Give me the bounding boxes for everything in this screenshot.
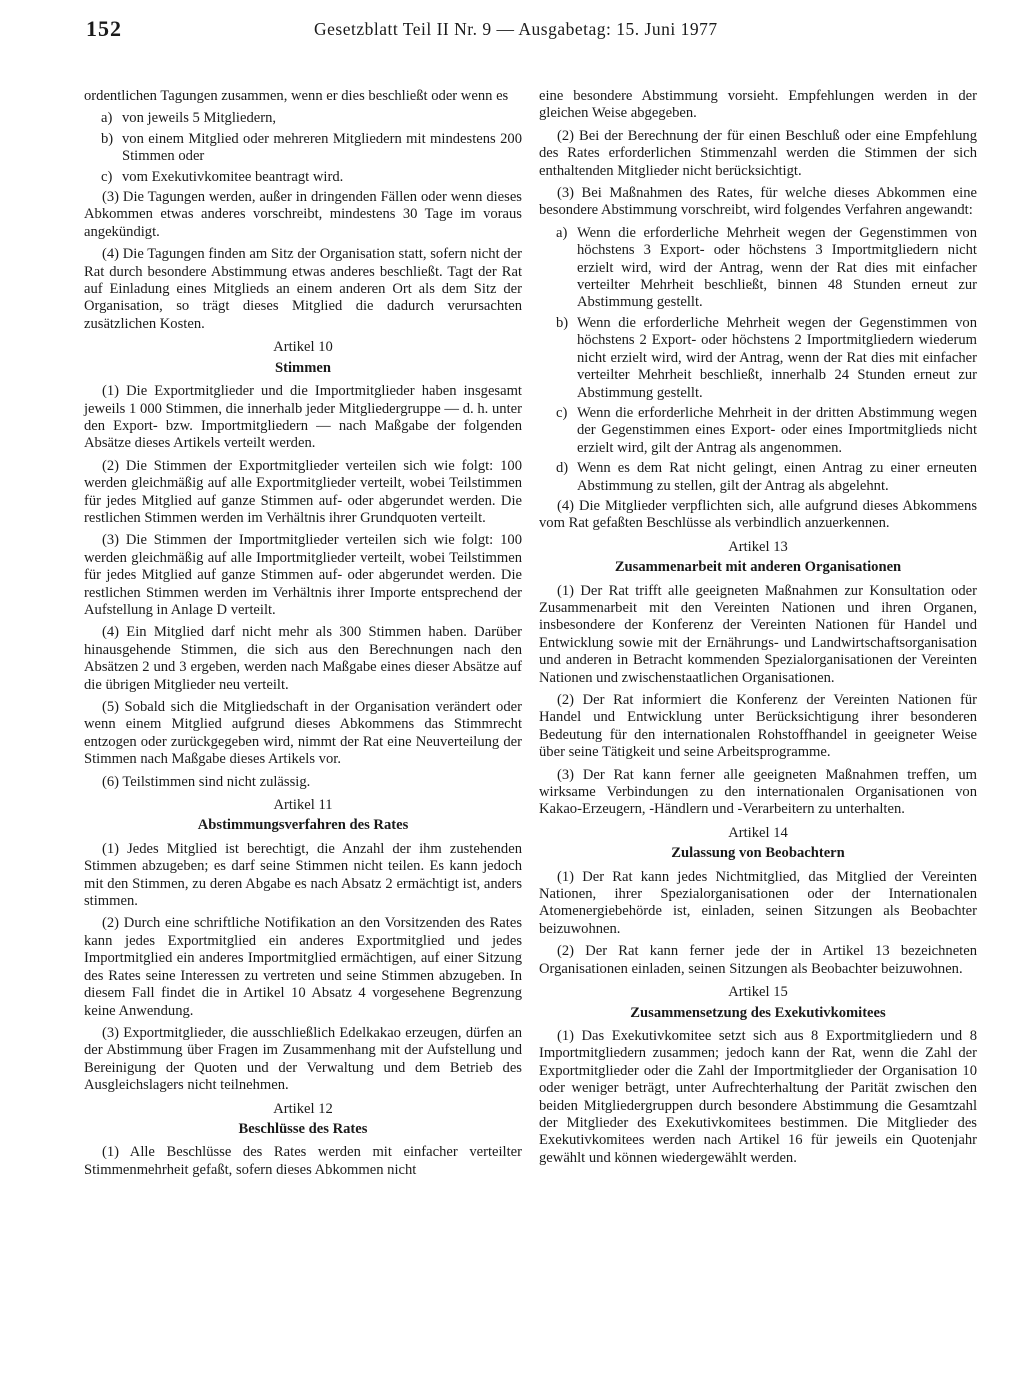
left-column xyxy=(84,88,522,1184)
list-item xyxy=(84,169,522,186)
paragraph: (2) Durch eine schriftliche Notifikation an den Vorsitzenden des Rates kann jedes Exportmitglied ein anderes Exportmitglied und jedes Importmitglied ein anderes Importmitglied ermächtigen, auf einer Sitzung des Rates seine Interessen zu vertreten und seine Stimmen abzugeben. In diesem Fall findet die in Artikel 10 Absatz 4 vorgesehene Begrenzung keine Anwendung. xyxy=(84,915,522,1019)
paragraph: (2) Bei der Berechnung der für einen Beschluß oder eine Empfehlung des Rates erforderlichen Stimmenzahl werden die Stimmen der sich enthaltenden Mitglieder nicht berücksichtigt. xyxy=(539,127,977,179)
list-label: c) xyxy=(556,404,568,421)
article-label: Artikel 10 xyxy=(273,339,333,356)
article-title: Zulassung von Beobachtern xyxy=(671,845,845,862)
list-item xyxy=(539,315,977,402)
list-label: a) xyxy=(556,224,568,241)
paragraph: eine besondere Abstimmung vorsieht. Empfehlungen werden in der gleichen Weise abgegeben. xyxy=(539,88,977,122)
list-text: Wenn die erforderliche Mehrheit wegen der Gegenstimmen von höchstens 3 Export- oder höchstens 3 Importmitgliedern nicht erzielt wird, wird der Antrag, wenn der Rat dies mit einfacher verteilter Mehrheit beschließt, binnen 48 Stunden erneut zur Abstimmung gestellt. xyxy=(577,224,977,311)
article-title: Zusammensetzung des Exekutivkomitees xyxy=(630,1004,886,1021)
list-label: d) xyxy=(556,460,569,477)
list-text: von einem Mitglied oder mehreren Mitgliedern mit mindestens 200 Stimmen oder xyxy=(122,130,522,165)
paragraph: (3) Die Stimmen der Importmitglieder verteilen sich wie folgt: 100 werden gleichmäßig auf alle Importmitglieder verteilt, wobei Teilstimmen für jedes Mitglied auf ganze Stimmen auf- oder abgerundet werden. Die restlichen Stimmen werden im Verhältnis ihrer Importe entsprechend der Aufstellung in Anlage D verteilt. xyxy=(84,532,522,618)
list-label: a) xyxy=(101,110,113,127)
list-item xyxy=(539,460,977,495)
paragraph: (1) Die Exportmitglieder und die Importmitglieder haben insgesamt jeweils 1 000 Stimmen, die innerhalb jeder Mitgliedergruppe — d. h. unter den Export- bzw. Importmitgliedern — nach Maßgabe der folgenden Absätze dieses Artikels verteilt werden. xyxy=(84,383,522,452)
paragraph: (6) Teilstimmen sind nicht zulässig. xyxy=(102,773,311,790)
list-text: Wenn die erforderliche Mehrheit in der dritten Abstimmung wegen der Gegenstimmen eines Export- oder eines Importmitglieds nicht erzielt wird, gilt der Antrag als angenommen. xyxy=(577,404,977,456)
article-title: Stimmen xyxy=(275,359,331,376)
list-text: Wenn die erforderliche Mehrheit wegen der Gegenstimmen von höchstens 2 Export- oder höchstens 2 Importmitgliedern wiederum nicht erzielt wird, wird der Antrag, wenn der Rat dies mit einfacher verteilter Mehrheit beschließt, innerhalb 24 Stunden erneut zur Abstimmung gestellt. xyxy=(577,314,977,401)
list-item xyxy=(84,110,522,127)
list-label: b) xyxy=(556,314,569,331)
running-title: Gesetzblatt Teil II Nr. 9 — Ausgabetag: 15. Juni 1977 xyxy=(314,19,718,39)
paragraph: (1) Der Rat trifft alle geeigneten Maßnahmen zur Konsultation oder Zusammenarbeit mit den Vereinten Nationen und ihren Organen, insbesondere der Konferenz der Vereinten Nationen für Handel und Entwicklung sowie mit der Ernährungs- und Landwirtschaftsorganisation und anderen in Betracht kommenden Spezialorganisationen der Vereinten Nationen und zwischenstaatlichen Organisationen. xyxy=(539,582,977,686)
paragraph: (1) Alle Beschlüsse des Rates werden mit einfacher verteilter Stimmenmehrheit gefaßt, sofern dieses Abkommen nicht xyxy=(84,1144,522,1178)
paragraph: (3) Der Rat kann ferner alle geeigneten Maßnahmen treffen, um wirksame Verbindungen zu den internationalen Organisationen von Kakao-Erzeugern, -Händlern und -Verarbeitern zu unterhalten. xyxy=(539,766,977,818)
paragraph: (3) Exportmitglieder, die ausschließlich Edelkakao erzeugen, dürfen an der Abstimmung über Fragen im Zusammenhang mit der Aufstellung und Bereinigung der Quoten und der Verwaltung und dem Betrieb des Ausgleichslagers nicht teilnehmen. xyxy=(84,1024,522,1094)
paragraph: (3) Bei Maßnahmen des Rates, für welche dieses Abkommen eine besondere Abstimmung vorschreibt, wird folgendes Verfahren angewandt: xyxy=(539,185,977,219)
article-title: Beschlüsse des Rates xyxy=(238,1120,368,1137)
list-label: c) xyxy=(101,168,113,185)
article-label: Artikel 15 xyxy=(728,984,788,1001)
list-text: vom Exekutivkomitee beantragt wird. xyxy=(122,168,344,185)
list-label: b) xyxy=(101,130,114,147)
list-item xyxy=(539,405,977,457)
page-number: 152 xyxy=(86,16,122,41)
paragraph: ordentlichen Tagungen zusammen, wenn er dies beschließt oder wenn es xyxy=(84,88,509,104)
list-item xyxy=(539,225,977,312)
article-label: Artikel 13 xyxy=(728,538,788,555)
list-text: Wenn es dem Rat nicht gelingt, einen Antrag zu einer erneuten Abstimmung zu stellen, gilt der Antrag als abgelehnt. xyxy=(577,460,977,494)
paragraph: (4) Die Mitglieder verpflichten sich, alle aufgrund dieses Abkommens vom Rat gefaßten Beschlüsse als verbindlich anzuerkennen. xyxy=(539,497,977,532)
article-title: Zusammenarbeit mit anderen Organisationen xyxy=(614,559,902,576)
page-header xyxy=(86,16,986,56)
list-text: von jeweils 5 Mitgliedern, xyxy=(122,110,277,127)
paragraph: (1) Das Exekutivkomitee setzt sich aus 8 Exportmitgliedern und 8 Importmitgliedern zusammen; jedoch kann der Rat, wenn die Zahl der Exportmitglieder oder die Zahl der Importmitglieder der Organisation 10 oder weniger beträgt, unter Aufrechterhaltung der Parität zwischen den beiden Mitgliedergruppen durch besondere Abstimmung die Gesamtzahl der Mitglieder des Exekutivkomitees bestimmen. Die Mitglieder des Exekutivkomitees werden nach Artikel 16 für jeweils ein Quotenjahr gewählt und können wiedergewählt werden. xyxy=(539,1027,977,1166)
article-title: Abstimmungsverfahren des Rates xyxy=(197,817,409,834)
paragraph: (3) Die Tagungen werden, außer in dringenden Fällen oder wenn dieses Abkommen etwas anderes vorschreibt, mindestens 30 Tage im voraus angekündigt. xyxy=(84,189,522,240)
paragraph: (2) Der Rat kann ferner jede der in Artikel 13 bezeichneten Organisationen einladen, seinen Sitzungen als Beobachter beizuwohnen. xyxy=(539,943,977,977)
paragraph: (1) Jedes Mitglied ist berechtigt, die Anzahl der ihm zustehenden Stimmen abzugeben; es darf seine Stimmen nicht teilen. Es kann jedoch mit den Stimmen, zu deren Abgabe es nach Absatz 2 ermächtigt ist, anders stimmen. xyxy=(84,840,522,910)
article-label: Artikel 12 xyxy=(273,1100,333,1117)
article-label: Artikel 11 xyxy=(273,797,333,814)
paragraph: (2) Der Rat informiert die Konferenz der Vereinten Nationen für Handel und Entwicklung unter Berücksichtigung ihrer besonderen Bedeutung für den internationalen Rohstoffhandel in geeigneter Weise über seine Tätigkeit und seine Arbeitsprogramme. xyxy=(539,692,977,761)
article-label: Artikel 14 xyxy=(728,824,788,841)
paragraph: (2) Die Stimmen der Exportmitglieder verteilen sich wie folgt: 100 werden gleichmäßig auf alle Exportmitglieder verteilt, wobei Teilstimmen für jedes Mitglied auf ganze Stimmen auf- oder abgerundet werden. Die restlichen Stimmen werden im Verhältnis ihrer Grundquoten verteilt. xyxy=(84,457,522,526)
paragraph: (1) Der Rat kann jedes Nichtmitglied, das Mitglied der Vereinten Nationen, ihrer Spezialorganisationen oder der Internationalen Atomenergiebehörde ist, einladen, seinen Sitzungen als Beobachter beizuwohnen. xyxy=(539,868,977,937)
paragraph: (5) Sobald sich die Mitgliedschaft in der Organisation verändert oder wenn einem Mitglied aufgrund dieses Abkommens das Stimmrecht entzogen oder zurückgegeben wird, nimmt der Rat eine Neuverteilung der Stimmen nach Maßgabe dieses Artikels vor. xyxy=(84,699,522,768)
right-column xyxy=(539,88,977,1172)
paragraph: (4) Ein Mitglied darf nicht mehr als 300 Stimmen haben. Darüber hinausgehende Stimmen, die sich aus den Berechnungen nach den Absätzen 2 und 3 ergeben, werden nach Maßgabe eines dieser Absätze auf die übrigen Mitglieder neu verteilt. xyxy=(84,624,522,693)
paragraph: (4) Die Tagungen finden am Sitz der Organisation statt, sofern nicht der Rat durch besondere Abstimmung etwas anderes beschließt. Tagt der Rat auf Einladung eines Mitglieds an einem anderen Ort als dem Sitz der Organisation, so trägt dieses Mitglied die dadurch verursachten zusätzlichen Kosten. xyxy=(84,246,522,332)
list-item xyxy=(84,131,522,166)
